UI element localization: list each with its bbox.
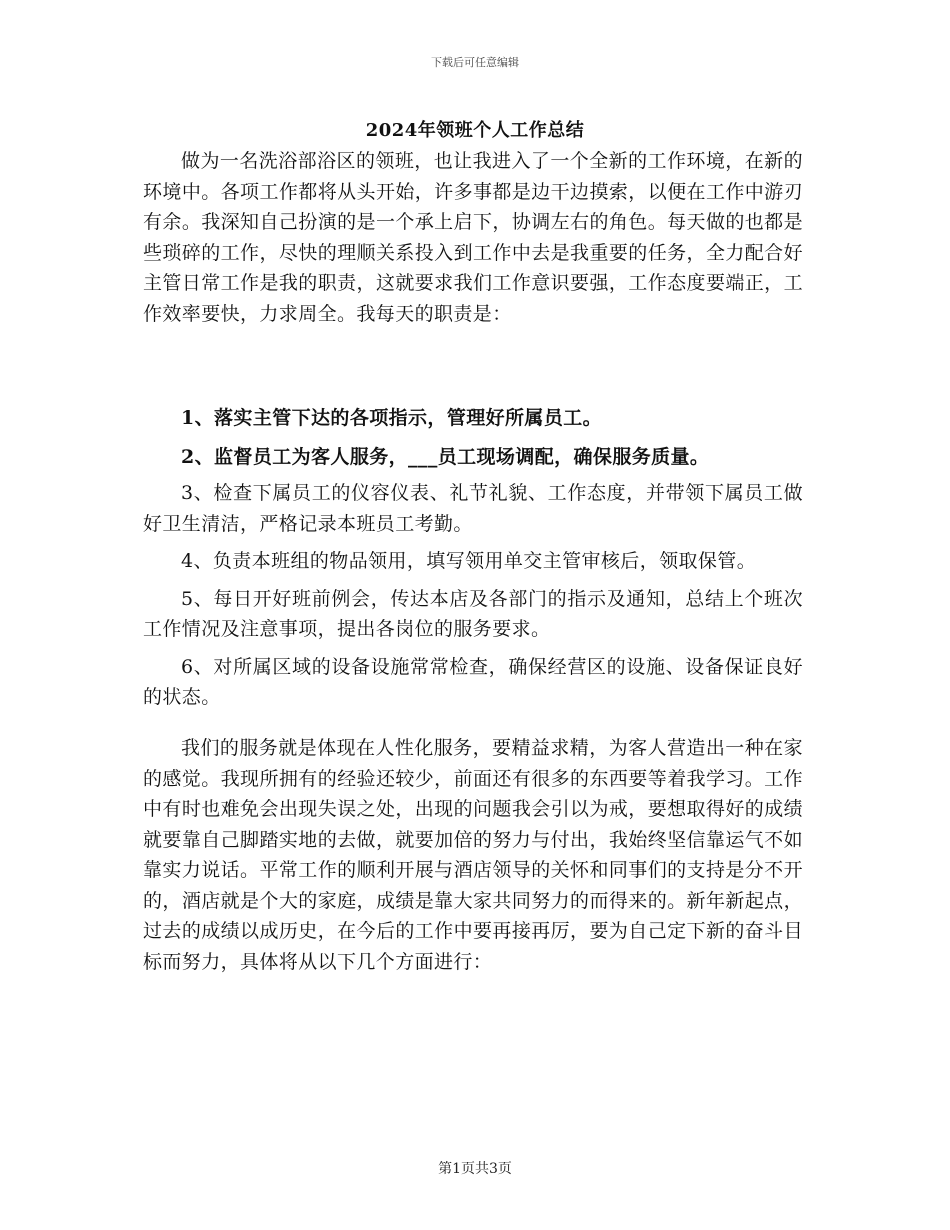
duty-item-6: 6、对所属区域的设备设施常常检查，确保经营区的设施、设备保证良好的状态。 (143, 655, 803, 708)
duty-item-1: 1、落实主管下达的各项指示，管理好所属员工。 (181, 407, 603, 429)
page-title: 2024年领班个人工作总结 (365, 120, 585, 141)
document-body (143, 146, 803, 329)
duty-item-2: 2、监督员工为客人服务，___员工现场调配，确保服务质量。 (181, 445, 710, 468)
duty-item-3: 3、检查下属员工的仪容仪表、礼节礼貌、工作态度，并带领下属员工做好卫生清洁，严格记录本班员工考勤。 (143, 482, 803, 535)
closing-section (143, 733, 803, 977)
paragraph-intro: 做为一名洗浴部浴区的领班，也让我进入了一个全新的工作环境，在新的环境中。各项工作都将从头开始，许多事都是边干边摸索，以便在工作中游刃有余。我深知自己扮演的是一个承上启下，协调左右的角色。每天做的也都是些琐碎的工作，尽快的理顺关系投入到工作中去是我重要的任务，全力配合好主管日常工作是我的职责，这就要求我们工作意识要强，工作态度要端正，工作效率要快，力求周全。我每天的职责是： (143, 150, 803, 325)
duty-list (143, 403, 803, 713)
duty-item-4: 4、负责本班组的物品领用，填写领用单交主管审核后，领取保管。 (181, 550, 757, 572)
header-note: 下载后可任意编辑 (431, 56, 519, 69)
paragraph-closing: 我们的服务就是体现在人性化服务，要精益求精，为客人营造出一种在家的感觉。我现所拥有的经验还较少，前面还有很多的东西要等着我学习。工作中有时也难免会出现失误之处，出现的问题我会引以为戒，要想取得好的成绩就要靠自己脚踏实地的去做，就要加倍的努力与付出，我始终坚信靠运气不如靠实力说话。平常工作的顺利开展与酒店领导的关怀和同事们的支持是分不开的，酒店就是个大的家庭，成绩是靠大家共同努力的而得来的。新年新起点，过去的成绩以成历史，在今后的工作中要再接再厉，要为自己定下新的奋斗目标而努力，具体将从以下几个方面进行： (143, 737, 803, 973)
duty-item-5: 5、每日开好班前例会，传达本店及各部门的指示及通知，总结上个班次工作情况及注意事项，提出各岗位的服务要求。 (143, 587, 803, 640)
page-number: 第1页共3页 (438, 1161, 512, 1177)
